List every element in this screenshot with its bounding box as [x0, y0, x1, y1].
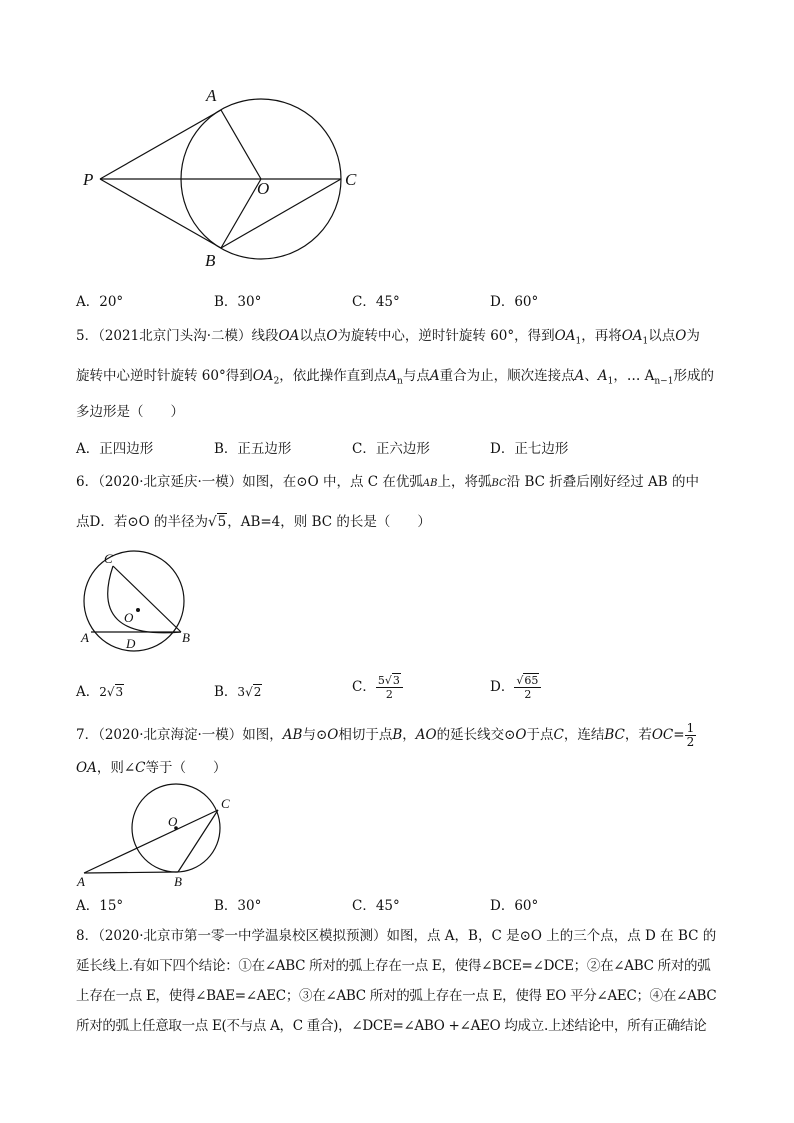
q5-option-d[interactable]: D．正七边形 — [490, 441, 569, 457]
label-p: P — [83, 170, 94, 189]
q7-label-o: O — [168, 814, 178, 829]
q7-line-2: OA，则∠C等于（ ） — [76, 760, 227, 776]
q8-line-4: 所对的弧上任意取一点 E(不与点 A，C 重合)，∠DCE=∠ABO +∠AEO 均成立.上述结论中，所有正确结论 — [76, 1018, 707, 1034]
q6-option-a[interactable]: A．2√3 — [76, 684, 124, 700]
label-a: A — [206, 86, 217, 105]
q6-option-b[interactable]: B．3√2 — [214, 684, 262, 700]
q5-option-c[interactable]: C．正六边形 — [352, 441, 430, 457]
q7-label-a: A — [77, 874, 85, 889]
figure-q6 — [76, 548, 206, 652]
q4-option-a[interactable]: A．20° — [76, 294, 124, 310]
q4-option-b[interactable]: B．30° — [214, 294, 262, 310]
q6-label-b: B — [182, 630, 190, 645]
q6-label-a: A — [81, 630, 89, 645]
q8-line-3: 上存在一点 E，使得∠BAE=∠AEC；③在∠ABC 所对的弧上存在一点 E，使得 EO 平分∠AEC；④在∠ABC — [76, 988, 717, 1004]
q7-label-b: B — [174, 874, 182, 889]
q7-option-c[interactable]: C．45° — [352, 898, 400, 914]
label-c: C — [345, 170, 357, 189]
q6-option-d[interactable]: D． $\frac{√65}{2}$ — [490, 674, 541, 701]
q6-label-c: C — [104, 551, 113, 566]
q5-option-a[interactable]: A．正四边形 — [76, 441, 154, 457]
figure-q4 — [76, 82, 376, 272]
q6-label-d: D — [126, 636, 136, 651]
q4-option-c[interactable]: C．45° — [352, 294, 400, 310]
q8-line-2: 延长线上.有如下四个结论：①在∠ABC 所对的弧上存在一点 E，使得∠BCE=∠DCE；②在∠ABC 所对的弧 — [76, 958, 711, 974]
q5-line-3: 多边形是（ ） — [76, 404, 184, 420]
q7-option-d[interactable]: D．60° — [490, 898, 539, 914]
q5-line-2: 旋转中心逆时针旋转 60°得到$OA_2$，依此操作直到点$A_n$与点A重合为止，顺次连接点A、$A_1$，… $A_{n-1}$形成的 — [76, 368, 714, 387]
q4-option-d[interactable]: D．60° — [490, 294, 539, 310]
q6-option-c[interactable]: C． $\frac{5√3}{2}$ — [352, 674, 403, 701]
q7-option-a[interactable]: A．15° — [76, 898, 124, 914]
q7-option-b[interactable]: B．30° — [214, 898, 262, 914]
q6-label-o: O — [124, 610, 134, 625]
q6-line-2: 点D．若⊙O 的半径为√5，AB=4，则 BC 的长是（ ） — [76, 514, 431, 530]
q5-option-b[interactable]: B．正五边形 — [214, 441, 292, 457]
q7-line-1: 7．（2020·北京海淀·一模）如图，AB与⊙O相切于点B，AO的延长线交⊙O于点C，连结BC，若OC= $\frac{1}{2}$ — [76, 721, 695, 749]
q8-line-1: 8．（2020·北京市第一零一中学温泉校区模拟预测）如图，点 A，B，C 是⊙O 上的三个点，点 D 在 BC 的 — [76, 928, 717, 944]
label-b: B — [205, 251, 216, 270]
q5-line-1: 5．（2021北京门头沟·二模）线段OA以点O为旋转中心，逆时针旋转 60°，得到$OA_1$，再将$OA_1$以点O为 — [76, 328, 700, 347]
figure-q7 — [76, 780, 246, 892]
q7-label-c: C — [221, 796, 230, 811]
q6-line-1: 6．（2020·北京延庆·一模）如图，在⊙O 中，点 C 在优弧AB上，将弧BC沿 BC 折叠后刚好经过 AB 的中 — [76, 474, 699, 490]
label-o: O — [257, 179, 270, 198]
